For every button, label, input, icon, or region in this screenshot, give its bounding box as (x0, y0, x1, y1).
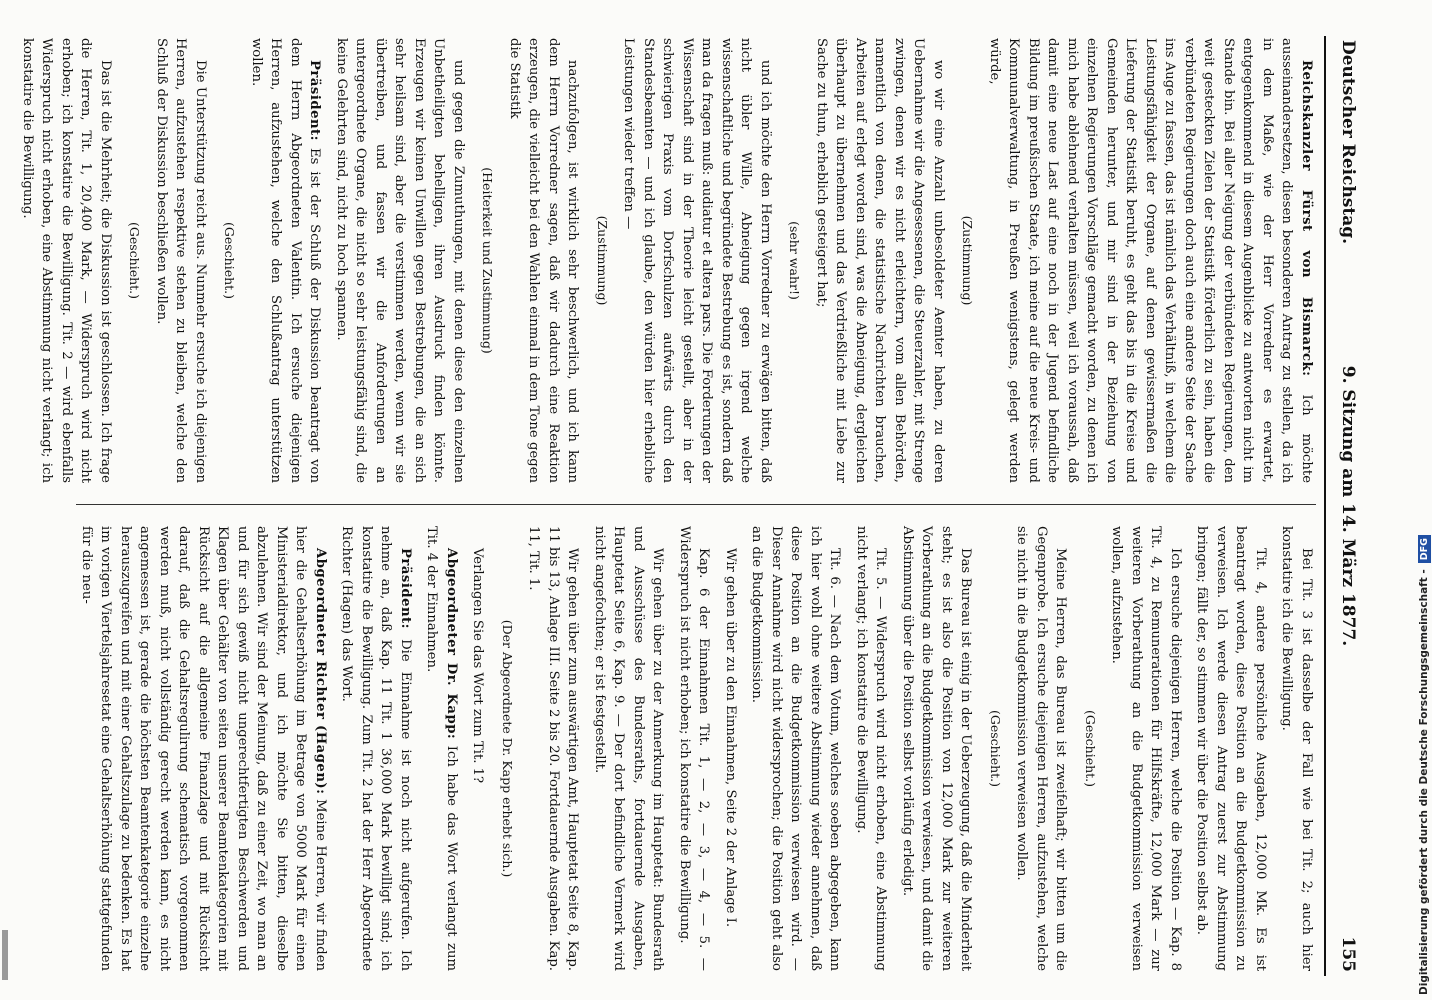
stage-direction: (Geschieht.) (988, 709, 1003, 788)
digitization-credit (1418, 0, 1432, 995)
paragraph (590, 526, 668, 971)
paragraph (1192, 526, 1270, 971)
paragraph (77, 526, 331, 971)
paragraph (721, 526, 741, 971)
paragraph-text: Meine Herren, wir finden hier die Gehaltserhöhung im Betrage von 5000 Mark für einen Ministerialdirektor, und ich möchte Sie bitten, dieselbe abzulehnen. Wir sind der Meinung, daß zu einer Zeit, wo man an und für sich gewiß nicht ungerechtfertigten Beschwerden und Klagen über Gehälter von seiten unserer Beamtenkategorien mit Rücksicht auf die allgemeine Finanzlage und mit Rücksicht darauf, daß die Gehaltsregulirung schematisch vorgenommen werden muß, nicht vollständig gerecht werden kann, es nicht angemessen ist, gerade die höchsten Beamtenkategorie einzelne herauszugreifen und mit einer Gehaltszulage zu bedenken. Es hat im vorigen Viertelsjahresetat eine Gehaltserhöhung stattgefunden für die neu- (79, 526, 328, 971)
paragraph-text: Tit. 5. — Widerspruch wird nicht erhoben, eine Abstimmung nicht verlangt; ich konstatire die Bewilligung. (854, 526, 889, 971)
speaker-name: Reichskanzler Fürst von Bismarck: (1299, 60, 1314, 377)
paragraph-text: Das Bureau ist einig in der Ueberzeugung, daß die Minderheit steht; es ist also die Position von 12,000 Mark zur weiteren Vorberathung an die Budgetkommission verwiesen, und damit die Abstimmung über die Position selbst vorläufig erledigt. (900, 526, 974, 971)
page-header (1324, 36, 1366, 976)
paragraph-text: Das ist die Mehrheit; die Diskussion ist geschlossen. Ich frage die Herren, Tit. 1, 20,400 Mark, — Widerspruch wird nicht erhoben; ich konstatire die Bewilligung. Tit. 2 — wird ebenfalls Widerspruch nicht erhoben, eine Abstimmung nicht verlangt; ich konstatire die Bewilligung. (20, 38, 113, 483)
dfg-logo: DFG (1418, 535, 1431, 563)
paragraph (18, 38, 116, 483)
paragraph-text: Die Unterstützung reicht aus. Nunmehr ersuche ich diejenigen Herren, aufzustehen respektive stehen zu bleiben, welche den Schluß der Diskussion beschließen wollen. (154, 38, 208, 483)
paragraph (1277, 526, 1316, 971)
credit-text: Digitalisierung gefördert durch die Deutsche Forschungsgemeinschaft - (1418, 569, 1430, 995)
paragraph (337, 526, 415, 971)
speaker-name: Präsident: (307, 60, 323, 142)
paragraph-text: Ich habe das Wort verlangt zum Tit. 4 der Einnahmen. (424, 526, 459, 972)
scan-edge-mark (2, 930, 8, 980)
paragraph (619, 38, 775, 483)
paragraph (332, 38, 469, 483)
stage-direction: (Der Abgeordnete Dr. Kapp erhebt sich.) (500, 619, 515, 878)
paragraph-text: Wir gehen über zu der Anmerkung im Hauptetat: Bundesrath und Ausschüsse des Bundesraths, fortdauernde Ausgaben, Hauptetat Seite 6, Kap. 9. — Der dort befindliche Vermerk wird nicht angefochten; er ist festgestellt. (592, 526, 666, 971)
rotated-newspaper-page (20, 36, 1366, 976)
paragraph (852, 526, 891, 971)
paragraph (1012, 526, 1071, 971)
speaker-name: Präsident: (398, 548, 413, 630)
right-column (36, 526, 1316, 971)
paragraph-text: Ich möchte ausseinandersetzen, diesen besonderen Antrag zu stellen, da ich in dem Maße, wie der Herr Vorredner es erwartet, entgegenkommend in diesem Augenblicke zu antworten nicht im Stande bin. Bei aller Neigung der verbündeten Regierungen, den weit gesteckten Zielen der Statistik förderlich zu sein, haben die verbündeten Regierungen doch auch eine andere Seite der Sache ins Auge zu fassen, das ist nämlich das Verhältniß, in welchem die Leistungsfähigkeit der Organe, auf denen gewissermaßen die Lieferung der Statistik beruht, es geht das bis in die Kreise und Gemeinden herunter, und mir sind in der Beziehung von einzelnen Regierungen Vorschläge gemacht worden, zu denen ich mich habe ablehnend verhalten müssen, weil ich voraussah, daß damit eine neue Last auf eine noch in der Jugend befindliche Bildung im preußischen Staate, ich meine auf die neue Kreis- und Kommunalverwaltung, in Preußen wenigstens, gelegt werden würde, (987, 38, 1314, 483)
paragraph-text: Es ist der Schluß der Diskussion beantragt von dem Herrn Abgeordneten Valentin. Ich ersuche diejenigen Herren, aufzustehen, welche den Schlußantrag unterstützen wollen. (249, 38, 323, 483)
paragraph-text: nachzufolgen, ist wirklich sehr beschwerlich, und ich kann dem Herrn Vorredner sagen, daß wir dadurch eine Reaktion erzeugen, die vielleicht bei den Wahlen einmal in dem Tone gegen die Statistik (507, 38, 581, 483)
speaker-name: Abgeordneter Dr. Kapp: (444, 548, 459, 740)
paragraph (422, 526, 461, 971)
paragraph (468, 526, 488, 971)
paragraph-text: Tit. 6. — Nach dem Votum, welches soeben abgegeben, kann ich hier wohl ohne weitere Abstimmung wieder annehmen, daß diese Position an die Budgetkommission verwiesen wird. — Dieser Annahme wird nicht widersprochen; die Position geht also an die Budgetkommission. (749, 526, 843, 971)
page-number: 155 (1338, 936, 1358, 972)
paragraph-text: Verlangen Sie das Wort zum Tit. 1? (470, 548, 486, 784)
paragraph-text: Wir gehen über zum auswärtigen Amt, Hauptetat Seite 8, Kap. 11 bis 13, Anlage III. Seite 2 bis 20. Fortdauernde Ausgaben. Kap. 11, Tit. 1. (526, 526, 581, 971)
stage-direction: (Zustimmung) (960, 215, 976, 306)
paragraph-text: und gegen die Zumuthungen, mit denen diese den einzelnen Unbetheiligten behelligen, ihren Ausdruck finden könnte. Erzeugen wir keinen Unwillen gegen Bestrebungen, die an sich sehr heilsam sind, aber die verstimmen werden, wenn wir sie übertreiben, und fassen wir die Anforderungen an untergeordnete Organe, die nicht so sehr leistungsfähig sind, die keine Gelehrten sind, nicht zu hoch spannen. (334, 38, 466, 483)
paragraph-text: Wir gehen über zu den Einnahmen, Seite 2 der Anlage I. (723, 548, 738, 928)
paragraph-text: Meine Herren, das Bureau ist zweifelhaft; wir bitten um die Gegenprobe. Ich ersuche diejenigen Herren, aufzustehen, welche sie nicht in die Budgetkommission verweisen wollen. (1014, 526, 1069, 971)
stage-direction: (Heiterkeit und Zustimmung) (480, 167, 496, 354)
paragraph-text: wo wir eine Anzahl unbesoldeter Aemter haben, zu deren Uebernahme wir die Angesessenen, die Steuerzahler, mit Strenge zwingen, denen wir es nicht erleichtern, vom allen Behörden, namentlich von denen, die statistische Nachrichten brauchen, Arbeiten auf erlegt worden sind, was die Abneigung, dergleichen überhaupt zu übernehmen und das Verdrießliche mit Liebe zur Sache zu thun, erheblich gesteigert hat; (814, 38, 946, 483)
left-column (20, 38, 1316, 483)
paragraph (247, 38, 325, 483)
paragraph-text: Die Einnahme ist noch nicht aufgerufen. Ich nehme an, daß Kap. 11 Tit. 1 36,000 Mark bewilligt sind; ich konstatire die Bewilligung. Zum Tit. 2 hat der Herr Abgeordnete Richter (Hagen) das Wort. (339, 526, 413, 971)
paragraph (505, 38, 583, 483)
paragraph (152, 38, 211, 483)
column-divider (76, 504, 1316, 505)
paragraph-text: Tit. 4, andere persönliche Ausgaben, 12,000 Mk. Es ist beantragt worden, diese Position an die Budgetkommission zu verweisen. Ich werde diesen Antrag zuerst zur Abstimmung bringen; fällt der, so stimmen wir über die Position selbst ab. (1194, 526, 1268, 971)
paragraph-text: und ich möchte den Herrn Vorredner zu erwägen bitten, daß nicht übler Wille, Abneigung gegen irgend welche wissenschaftliche und begründete Bestrebung es ist, sondern daß man da fragen muß: audiatur et altera pars. Die Forderungen der Wissenschaft sind in der Theorie leicht gestellt, aber in der schwierigen Praxis vom Dorfschulzen aufwärts durch den Standesbeamten — und ich glaube, den würden hier erhebliche Leistungen wieder treffen — (621, 38, 773, 483)
stage-direction: (Geschieht.) (1083, 709, 1098, 788)
header-session: 9. Sitzung am 14. März 1877. (1338, 365, 1358, 647)
stage-direction: (Geschieht.) (127, 221, 143, 300)
paragraph-text: Kap. 6 der Einnahmen Tit. 1, — 2, — 3, — 4, — 5. — Widerspruch ist nicht erhoben; ich konstatire die Bewilligung. (677, 526, 712, 971)
stage-direction: (Zustimmung) (595, 215, 610, 306)
paragraph (812, 38, 949, 483)
paragraph (1107, 526, 1185, 971)
paragraph-text: Ich ersuche diejenigen Herren, welche die Position — Kap. 8 Tit. 4, zu Remunerationen für Hilfskräfte, 12,000 Mark — zur weiteren Vorberathung an die Budgetkommission verweisen wollen, aufzustehen. (1109, 526, 1183, 971)
paragraph (985, 38, 1317, 483)
paragraph (747, 526, 845, 971)
paragraph-text: Bei Tit. 3 ist dasselbe der Fall wie bei Tit. 2; auch hier konstatire ich die Bewilligung. (1279, 526, 1314, 971)
paragraph (898, 526, 976, 971)
speaker-name: Abgeordneter Richter (Hagen): (313, 548, 328, 795)
paragraph (524, 526, 583, 971)
header-publication: Deutscher Reichstag. (1338, 40, 1358, 245)
paragraph (675, 526, 714, 971)
stage-direction: (sehr wahr!) (787, 221, 803, 300)
stage-direction: (Geschieht.) (222, 221, 238, 300)
